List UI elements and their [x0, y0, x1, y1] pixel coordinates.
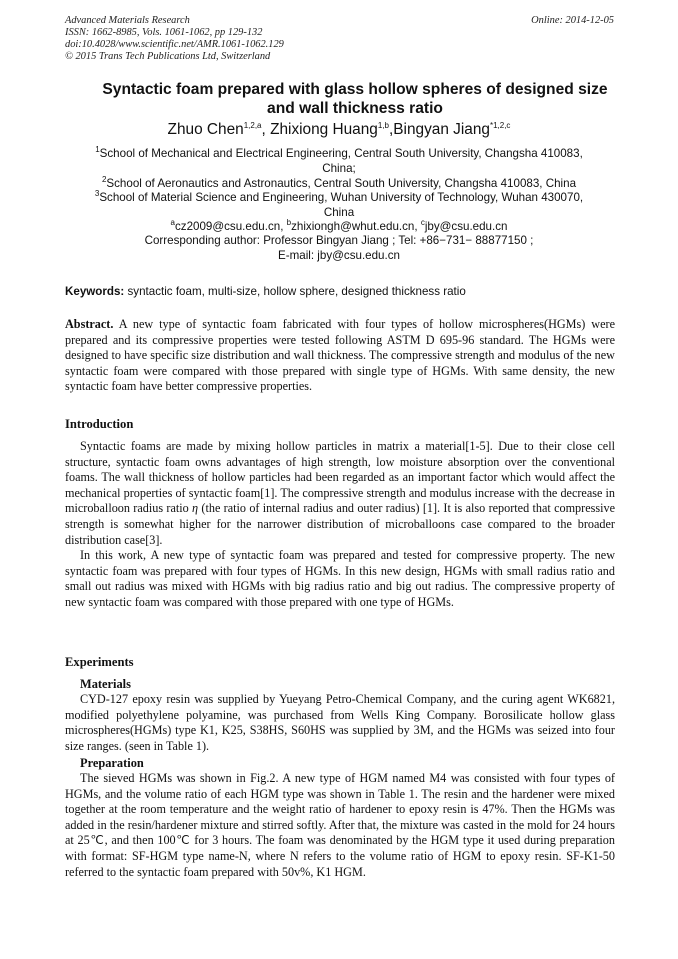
author-affil-sup: *1,2,c — [489, 120, 511, 130]
author-name: Zhixiong Huang — [270, 121, 378, 138]
subsection-heading-preparation: Preparation — [80, 756, 144, 770]
paper-title — [90, 80, 620, 118]
materials-paragraph: CYD-127 epoxy resin was supplied by Yueyang Petro-Chemical Company, and the curing agent WK6821, modified polyethylene polyamine, was purchased from Wells King Company. Borosilicate hollow glass microspheres(HGMs) type K1, K25, S38HS, S60HS was supplied by 3M, and the HGMs was seized into four size ranges. (seen in Table 1). — [65, 692, 615, 753]
affil-text: School of Aeronautics and Astronautics, Central South University, Changsha 410083, China — [106, 177, 577, 190]
affiliation-1 — [64, 147, 614, 176]
affiliation-3 — [64, 191, 614, 220]
email-sup: c — [420, 218, 425, 228]
email-b[interactable]: zhixiongh@whut.edu.cn, — [291, 220, 421, 233]
affil-number: 3 — [94, 189, 100, 199]
email-sup: b — [286, 218, 292, 228]
abstract-text: A new type of syntactic foam fabricated with four types of hollow microspheres(HGMs) were prepared and its compressive properties were tested following ASTM D 695-96 standard. The HGMs were designed to have specific size distribution and wall thickness. The compressive strength and modulus of the new syntactic foam were compared with those prepared with single type of HGMs. With same density, the new syntactic foam have better compressive properties. — [65, 317, 615, 394]
title-line-2: and wall thickness ratio — [267, 100, 443, 117]
author-list — [60, 121, 618, 139]
affiliation-2 — [64, 177, 614, 192]
keywords-label: Keywords: — [65, 285, 125, 298]
preparation-body — [65, 771, 615, 880]
corresponding-author: Corresponding author: Professor Bingyan Jiang ; Tel: +86−731− 88877150 ; — [144, 234, 534, 247]
affil-number: 2 — [101, 175, 107, 185]
title-line-1: Syntactic foam prepared with glass hollow spheres of designed size — [102, 81, 608, 98]
journal-name: Advanced Materials Research — [65, 15, 190, 26]
author-separator: , — [389, 121, 394, 138]
intro-paragraph-2: In this work, A new type of syntactic foam was prepared and tested for compressive property. The new syntactic foam was prepared with four types of HGMs. In this new design, HGMs with small radius ratio and small out radius was mixed with HGMs with big radius ratio and big out radius. The compressive property of new syntactic foam was compared with those prepared with one type of HGMs. — [65, 548, 615, 609]
abstract — [65, 317, 615, 395]
affil-text: School of Mechanical and Electrical Engineering, Central South University, Changsha 410083, — [99, 147, 583, 160]
author-name: Bingyan Jiang — [393, 121, 490, 138]
section-heading-experiments: Experiments — [65, 655, 134, 669]
intro-paragraph-1: Syntactic foams are made by mixing hollow particles in matrix a material[1-5]. Due to their close cell structure, syntactic foam owns advantages of high strength, low moisture absorption over the conventional foams. The wall thickness of hollow particles had been regarded as an important factor which would affect the mechanical properties of syntactic foam[1]. The compressive strength and modulus increase with the decrease in microballoon radius ratio η (the ratio of internal radius and outer radius) [1]. It is also reported that compressive strength is somewhat higher for the narrower distribution of microballoons case compared to the broader distribution case[3]. — [65, 439, 615, 547]
email-line — [64, 220, 614, 235]
corresponding-email[interactable]: E-mail: jby@csu.edu.cn — [278, 249, 400, 262]
journal-header — [65, 15, 284, 63]
affil-text: China — [323, 205, 355, 219]
affil-text: China; — [322, 161, 356, 175]
keywords — [65, 285, 615, 299]
abstract-label: Abstract. — [65, 317, 114, 331]
author-affil-sup: 1,2,a — [243, 120, 262, 130]
section-heading-introduction: Introduction — [65, 417, 134, 431]
materials-body — [65, 692, 615, 754]
email-c[interactable]: jby@csu.edu.cn — [424, 220, 508, 233]
email-sup: a — [170, 218, 175, 228]
affil-number: 1 — [95, 145, 100, 155]
preparation-paragraph: The sieved HGMs was shown in Fig.2. A new type of HGM named M4 was consisted with four types of HGMs, and the volume ratio of each HGM type was shown in Table 1. The resin and the hardener were mixed together at the room temperature and the weight ratio of hardener to epoxy resin is 47%. Then the HGMs was added in the resin/hardener mixture and stirred softly. After that, the mixture was casted in the mold for 24 hours at 25℃, and then 100℃ for 3 hours. The foam was denominated by the HGM type it used during preparation with format: SF-HGM type name-N, where N refers to the volume ratio of HGM to epoxy resin. SF-K1-50 referred to the syntactic foam prepared with 50v%, K1 HGM. — [65, 771, 615, 879]
doi-line: doi:10.4028/www.scientific.net/AMR.1061-1062.129 — [65, 39, 284, 50]
issn-line: ISSN: 1662-8985, Vols. 1061-1062, pp 129-132 — [65, 27, 263, 38]
online-date: Online: 2014-12-05 — [531, 15, 614, 26]
author-affil-sup: 1,b — [377, 120, 389, 130]
author-name: Zhuo Chen — [167, 121, 244, 138]
affil-text: School of Material Science and Engineering, Wuhan University of Technology, Wuhan 430070, — [99, 191, 584, 204]
keywords-text: syntactic foam, multi-size, hollow sphere, designed thickness ratio — [124, 285, 466, 298]
copyright-line: © 2015 Trans Tech Publications Ltd, Switzerland — [65, 51, 271, 62]
author-separator: , — [261, 121, 271, 138]
subsection-heading-materials: Materials — [80, 677, 131, 691]
email-a[interactable]: cz2009@csu.edu.cn, — [174, 220, 287, 233]
eta-symbol: η — [192, 501, 199, 516]
introduction-body — [65, 439, 615, 611]
